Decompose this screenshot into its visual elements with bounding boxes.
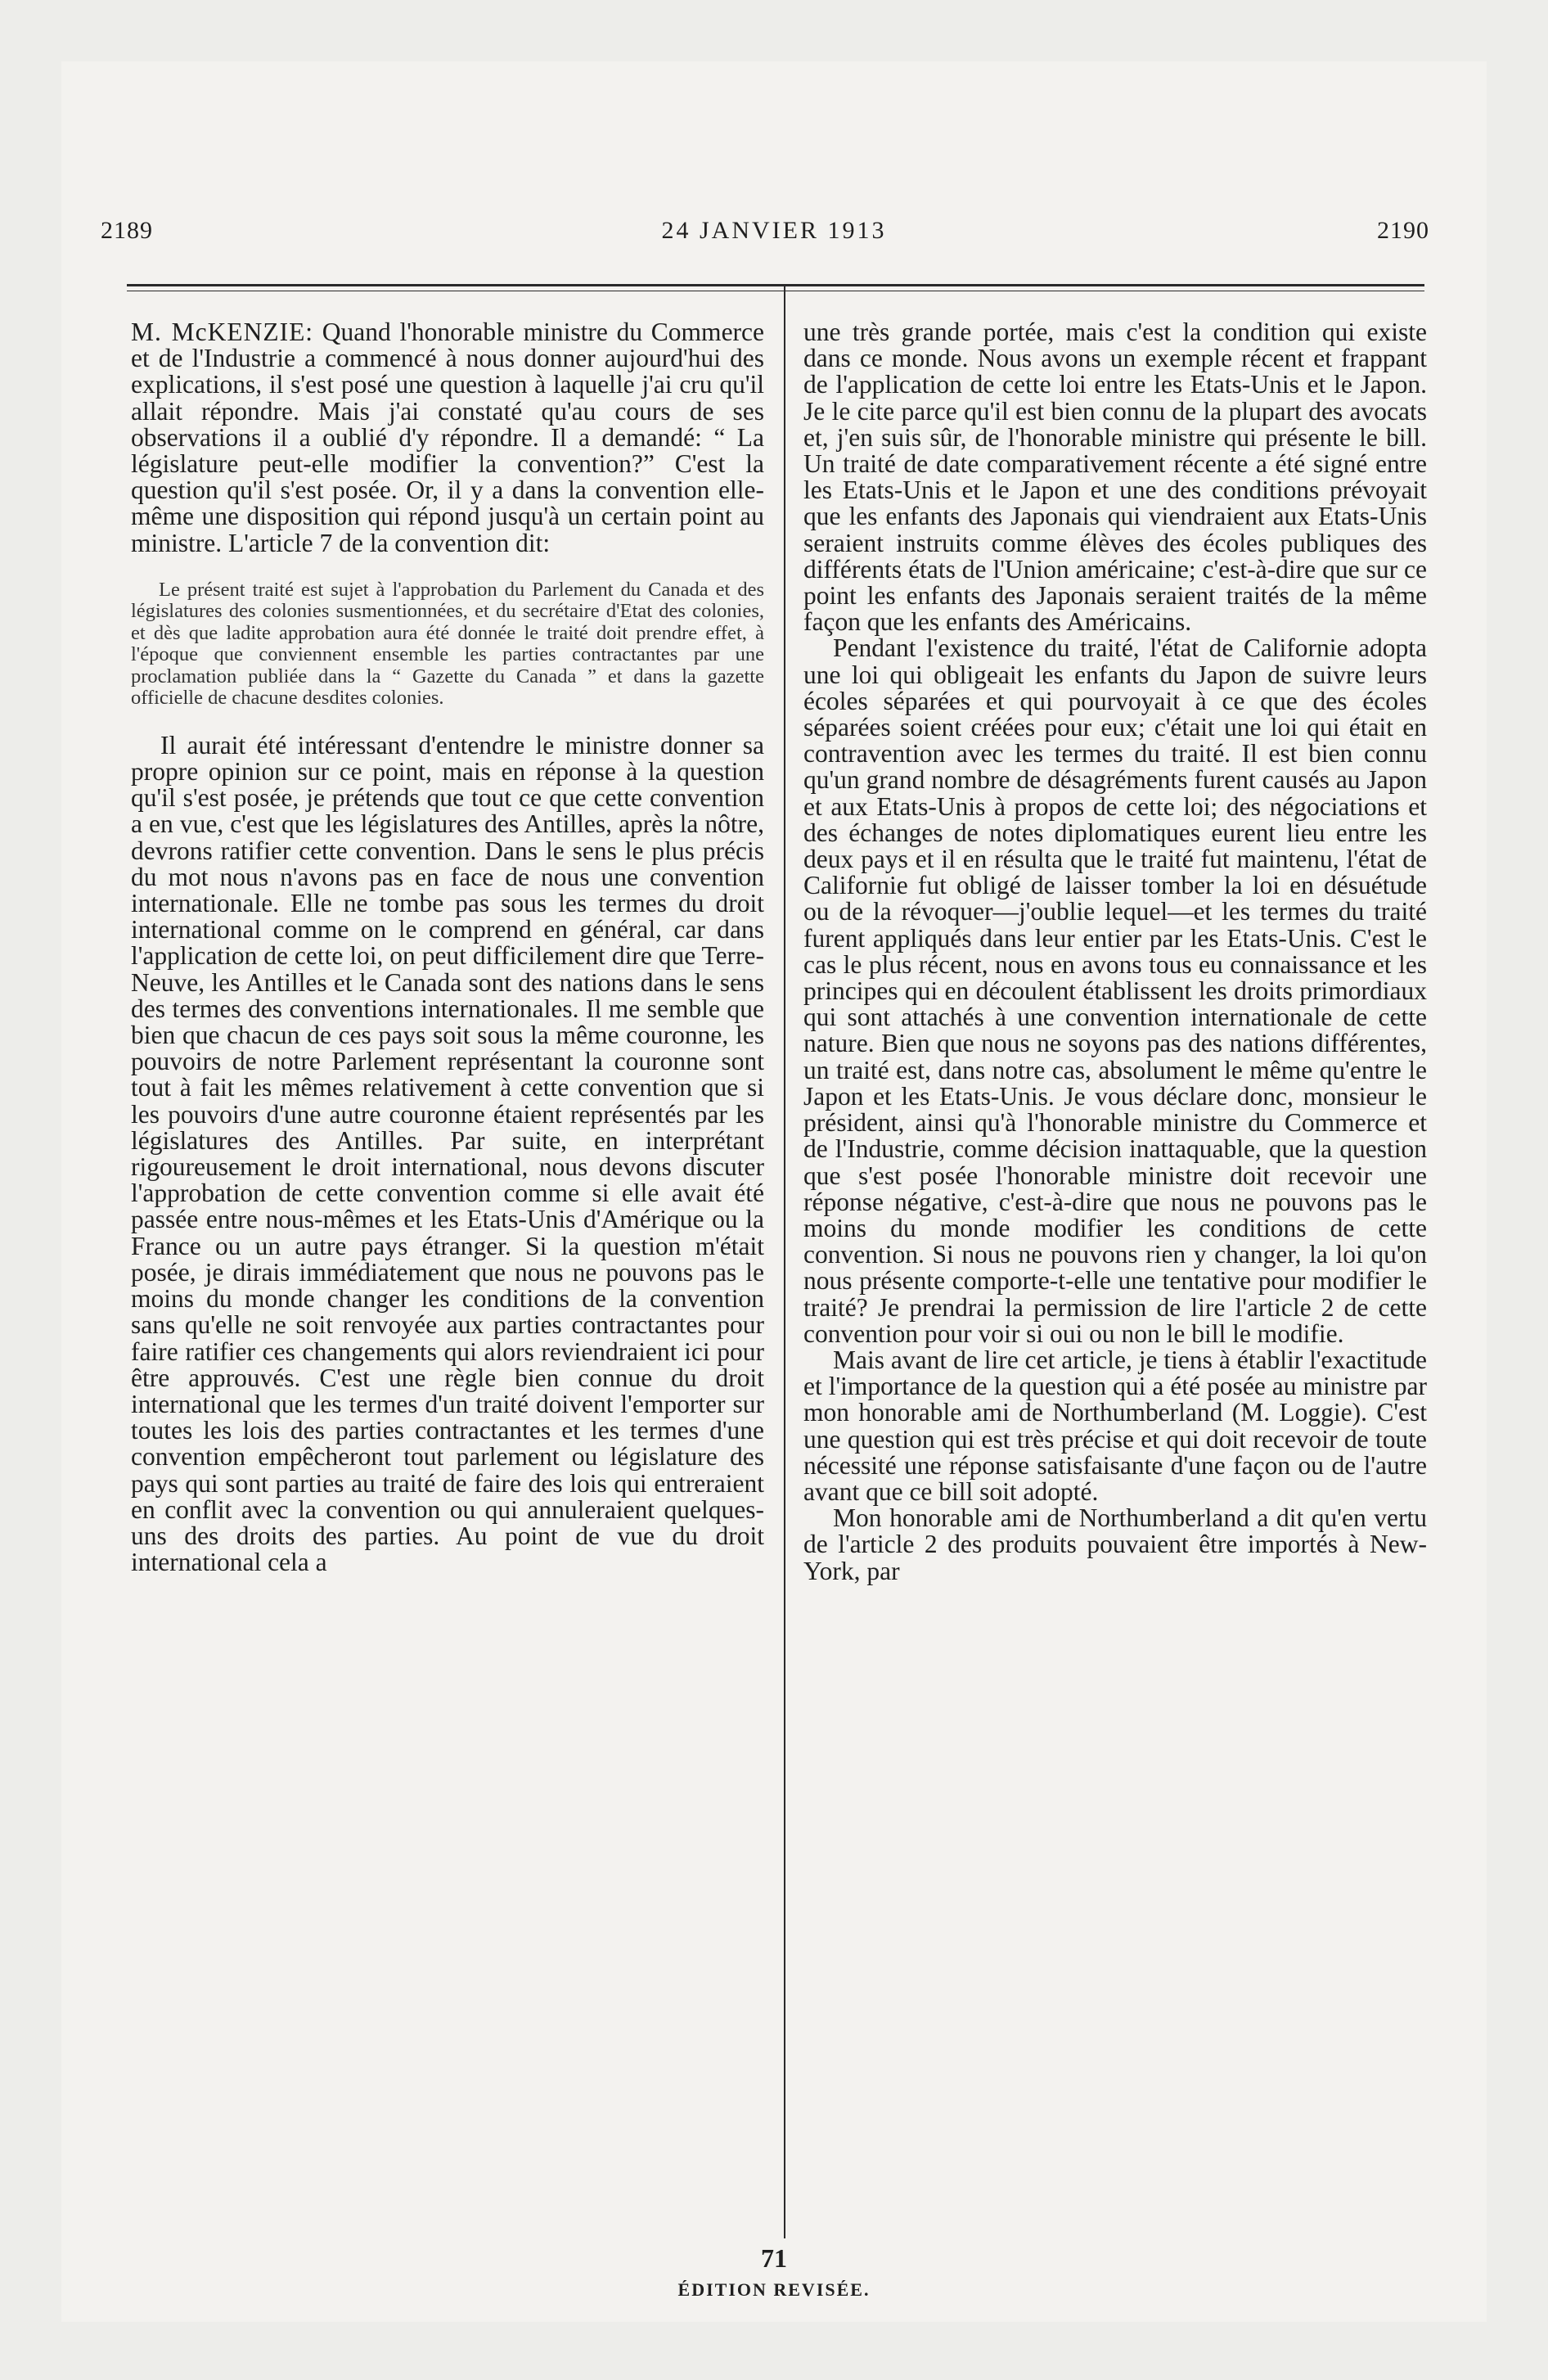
right-column [803,319,1427,1584]
page-number-left: 2189 [101,217,153,244]
right-paragraph-3: Mais avant de lire cet article, je tiens à établir l'exactitude et l'importance de la question qui a été posée au ministre par mon honorable ami de Northumberland (M. Loggie). C'est une question qui est très précise et qui doit recevoir de toute nécessité une réponse satisfaisante d'une façon ou de l'autre avant que ce bill soit adopté. [803,1345,1427,1506]
right-paragraph-1: une très grande portée, mais c'est la condition qui existe dans ce monde. Nous avons un exemple récent et frappant de l'application de cette loi entre les Etats-Unis et le Japon. Je le cite parce qu'il est bien connu de la plupart des avocats et, j'en suis sûr, de l'honorable ministre qui présente le bill. Un traité de date comparativement récente a été signé entre les Etats-Unis et le Japon et une des conditions prévoyait que les enfants des Japonais qui viendraient aux Etats-Unis seraient instruits comme élèves des écoles publiques des différents états de l'Union américaine; c'est-à-dire que sur ce point les enfants des Japonais seraient traités de la même façon que les enfants des Américains. [803,318,1427,637]
article-7-quote: Le présent traité est sujet à l'approbation du Parlement du Canada et des législatures des colonies susmentionnées, et du secrétaire d'Etat des colonies, et dès que ladite approbation aura été donnée le traité doit prendre effet, à l'époque que conviennent ensemble les parties contractantes par une proclamation publiée dans la “ Gazette du Canada ” et dans la gazette officielle de chacune desdites colonies. [131,578,764,710]
header-rule-thick [127,284,1424,286]
document-page [61,61,1487,2322]
page-number-right: 2190 [1377,217,1429,244]
header-date: 24 JANVIER 1913 [661,217,887,244]
right-paragraph-2: Pendant l'existence du traité, l'état de Californie adopta une loi qui obligeait les enfants du Japon de suivre leurs écoles séparées et qui pourvoyait à ce que des écoles séparées soient créées pour eux; c'était une loi qui était en contravention avec les termes du traité. Il est bien connu qu'un grand nombre de désagréments furent causés au Japon et aux Etats-Unis à propos de cette loi; des négociations et des échanges de notes diplomatiques eurent lieu entre les deux pays et il en résulta que le traité fut maintenu, l'état de Californie fut obligé de laisser tomber la loi en désuétude ou de la révoquer—j'oublie lequel—et les termes du traité furent appliqués dans leur entier par les Etats-Unis. C'est le cas le plus récent, nous en avons tous eu connaissance et les principes qui en découlent établissent les droits primordiaux qui sont attachés à une convention internationale de cette nature. Bien que nous ne soyons pas des nations différentes, un traité est, dans notre cas, absolument le même qu'entre le Japon et les Etats-Unis. Je vous déclare donc, monsieur le président, ainsi qu'à l'honorable ministre du Commerce et de l'Industrie, comme décision inattaquable, que la question que s'est posée l'honorable ministre doit recevoir une réponse négative, c'est-à-dire que nous ne pouvons pas le moins du monde modifier les conditions de cette convention. Si nous ne pouvons rien y changer, la loi qu'on nous présente comporte-t-elle une tentative pour modifier le traité? Je prendrai la permission de lire l'article 2 de cette convention pour voir si oui ou non le bill le modifie. [803,633,1427,1348]
folio-number: 71 [761,2243,787,2273]
column-divider [784,284,785,2238]
left-column [131,319,764,1575]
right-paragraph-4: Mon honorable ami de Northumberland a dit qu'en vertu de l'article 2 des produits pouvaient être importés à New-York, par [803,1503,1427,1585]
left-paragraph-2: Il aurait été intéressant d'entendre le ministre donner sa propre opinion sur ce point, mais en réponse à la question qu'il s'est posée, je prétends que tout ce que cette convention a en vue, c'est que les législatures des Antilles, après la nôtre, devrons ratifier cette convention. Dans le sens le plus précis du mot nous n'avons pas en face de nous une convention internationale. Elle ne tombe pas sous les termes du droit international comme on le comprend en général, car dans l'application de cette loi, on peut difficilement dire que Terre-Neuve, les Antilles et le Canada sont des nations dans le sens des termes des conventions internationales. Il me semble que bien que chacun de ces pays soit sous la même couronne, les pouvoirs de notre Parlement représentant la couronne sont tout à fait les mêmes relativement à cette convention que si les pouvoirs d'une autre couronne étaient représentés par les législatures des Antilles. Par suite, en interprétant rigoureusement le droit international, nous devons discuter l'approbation de cette convention comme si elle avait été passée entre nous-mêmes et les Etats-Unis d'Amérique ou la France ou un autre pays étranger. Si la question m'était posée, je dirais immédiatement que nous ne pouvons pas le moins du monde changer les conditions de la convention sans qu'elle ne soit renvoyée aux parties contractantes pour faire ratifier ces changements qui alors reviendraient ici pour être approuvés. C'est une règle bien connue du droit international que les termes d'un traité doivent l'emporter sur toutes les lois des parties contractantes et les termes d'une convention empêcheront tout parlement ou législature des pays qui sont parties au traité de faire des lois qui entreraient en conflit avec la convention ou qui annuleraient quelques-uns des droits des parties. Au point de vue du droit international cela a [131,730,764,1577]
edition-label: ÉDITION REVISÉE. [677,2279,871,2300]
left-paragraph-1-text: Quand l'honorable ministre du Commerce et de l'Industrie a commencé à nous donner aujourd'hui des explications, il s'est posé une question à laquelle j'ai cru qu'il allait répondre. Mais j'ai constaté qu'au cours de ses observations il a oublié d'y répondre. Il a demandé: “ La législature peut-elle modifier la convention?” C'est la question qu'il s'est posée. Or, il y a dans la convention elle-même une disposition qui répond jusqu'à un certain point au ministre. L'article 7 de la convention dit: [131,318,764,557]
speaker-name: M. McKENZIE: [131,318,314,346]
left-paragraph-1 [131,319,764,557]
